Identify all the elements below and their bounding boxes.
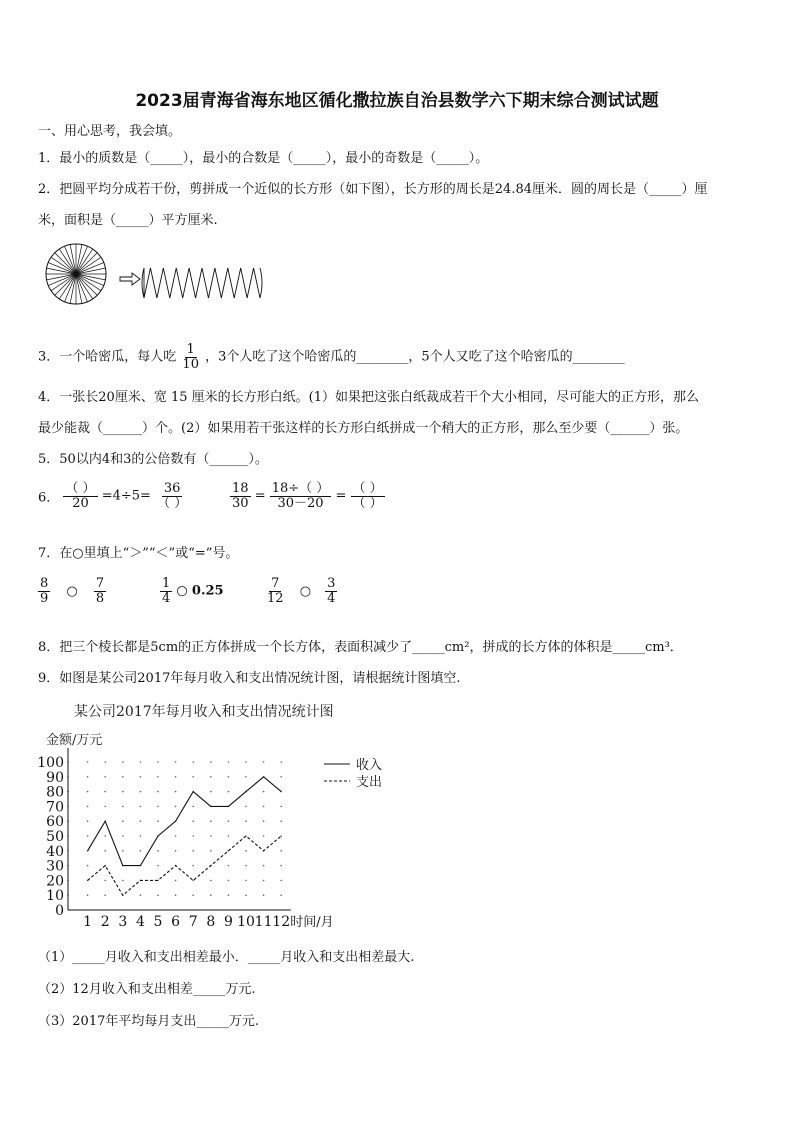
x-tick-label: 2: [100, 914, 110, 930]
y-tick-label: 90: [46, 769, 64, 786]
question-2-line2: 米，面积是（_____）平方厘米.: [38, 213, 218, 228]
fraction: [265, 577, 286, 605]
grid-dot: [104, 776, 106, 778]
grid-dot: [140, 806, 142, 808]
grid-dot: [175, 761, 177, 763]
grid-dot: [87, 820, 89, 822]
grid-dot: [263, 835, 265, 837]
question-8: 8．把三个棱长都是5cm的正方体拼成一个长方体，表面积减少了_____cm²，拼成的长方体的体积是_____cm³．: [38, 640, 683, 655]
grid-dot: [263, 820, 265, 822]
fraction-a: [63, 482, 97, 510]
grid-dot: [210, 880, 212, 882]
grid-dot: [280, 806, 282, 808]
division-expression: =4÷5=: [101, 488, 151, 504]
grid-dot: [280, 776, 282, 778]
y-tick-label: 70: [46, 799, 64, 816]
fraction-denominator: 30: [232, 495, 249, 511]
circle-to-rectangle-diagram: [40, 238, 270, 310]
fraction-numerator: 18: [232, 481, 249, 496]
compare-circle: ○: [66, 583, 78, 599]
grid-dot: [140, 894, 142, 896]
grid-dot: [228, 880, 230, 882]
legend-label: 收入: [356, 758, 383, 773]
grid-dot: [157, 820, 159, 822]
grid-dot: [263, 894, 265, 896]
grid-dot: [228, 835, 230, 837]
approx-rectangle: [142, 268, 262, 298]
grid-dot: [104, 894, 106, 896]
fraction-numerator: （ ）: [352, 481, 383, 496]
fraction-numerator: 3: [327, 576, 336, 591]
fraction-d: [270, 482, 332, 510]
circle-sector-line: [55, 274, 76, 295]
fraction-denominator: 30－20: [277, 495, 324, 511]
grid-dot: [87, 835, 89, 837]
grid-dot: [263, 791, 265, 793]
grid-dot: [157, 894, 159, 896]
fraction: [325, 577, 337, 605]
grid-dot: [87, 806, 89, 808]
fraction-c: [230, 482, 251, 510]
question-5: 5．50以内4和3的公倍数有（______）。: [38, 452, 268, 467]
grid-dot: [263, 806, 265, 808]
question-4-line2: 最少能裁（______）个。(2）如果用若干张这样的长方形白纸拼成一个稍大的正方形，那么至少要（______）张。: [38, 421, 689, 436]
grid-dot: [122, 880, 124, 882]
circle-sector-line: [76, 253, 97, 274]
fraction: [38, 577, 50, 605]
x-tick-label: 10: [237, 914, 255, 930]
grid-dot: [192, 820, 194, 822]
grid-dot: [140, 850, 142, 852]
grid-dot: [280, 880, 282, 882]
y-tick-label: 80: [46, 784, 64, 801]
grid-dot: [157, 791, 159, 793]
grid-dot: [157, 776, 159, 778]
grid-dot: [228, 776, 230, 778]
fraction-denominator: 9: [40, 590, 49, 606]
fraction-denominator: 12: [267, 590, 284, 606]
line-chart: [30, 698, 410, 930]
fraction-numerator: 1: [186, 342, 195, 357]
fraction: [160, 577, 172, 605]
fraction-numerator: 7: [271, 576, 280, 591]
grid-dot: [280, 894, 282, 896]
grid-dot: [210, 894, 212, 896]
series-line-支出: [88, 836, 282, 895]
grid-dot: [192, 761, 194, 763]
circle-sector-line: [55, 253, 76, 274]
section-heading: 一、用心思考，我会填。: [38, 124, 182, 139]
equals-sign: =: [254, 488, 266, 504]
grid-dot: [175, 835, 177, 837]
grid-dot: [263, 865, 265, 867]
grid-dot: [87, 776, 89, 778]
x-tick-label: 6: [171, 914, 181, 930]
chart-title: 某公司2017年每月收入和支出情况统计图: [74, 704, 334, 720]
grid-dot: [210, 776, 212, 778]
grid-dot: [175, 791, 177, 793]
grid-dot: [245, 880, 247, 882]
grid-dot: [104, 806, 106, 808]
compare-circle: ○: [299, 583, 312, 599]
grid-dot: [122, 761, 124, 763]
grid-dot: [157, 865, 159, 867]
fraction-e: [351, 482, 385, 510]
grid-dot: [140, 835, 142, 837]
grid-dot: [140, 776, 142, 778]
grid-dot: [192, 776, 194, 778]
grid-dot: [175, 850, 177, 852]
grid-dot: [210, 761, 212, 763]
y-tick-label: 60: [46, 814, 64, 831]
x-tick-label: 9: [223, 914, 233, 930]
compare-pair-1: [38, 577, 106, 605]
grid-dot: [280, 820, 282, 822]
grid-dot: [192, 894, 194, 896]
grid-dot: [245, 820, 247, 822]
question-4-line1: 4．一张长20厘米、宽 15 厘米的长方形白纸。(1）如果把这张白纸裁成若干个大小相同，尽可能大的正方形，那么: [38, 390, 699, 405]
grid-dot: [210, 820, 212, 822]
grid-dot: [210, 791, 212, 793]
grid-dot: [192, 835, 194, 837]
question-6: [38, 482, 189, 510]
y-tick-label: 0: [55, 903, 64, 919]
y-tick-label: 10: [46, 888, 64, 905]
grid-dot: [192, 850, 194, 852]
grid-dot: [228, 761, 230, 763]
grid-dot: [228, 791, 230, 793]
grid-dot: [245, 806, 247, 808]
grid-dot: [122, 820, 124, 822]
grid-dot: [245, 894, 247, 896]
grid-dot: [192, 806, 194, 808]
legend-label: 支出: [356, 775, 383, 790]
sliced-circle: [46, 244, 106, 304]
grid-dot: [228, 894, 230, 896]
sub-question-2: （2）12月收入和支出相差_____万元.: [38, 982, 256, 997]
x-tick-label: 11: [254, 914, 273, 930]
x-tick-label: 7: [188, 914, 198, 930]
grid-dot: [175, 806, 177, 808]
y-tick-label: 30: [46, 858, 64, 875]
fraction-denominator: 4: [327, 590, 336, 606]
grid-dot: [263, 761, 265, 763]
grid-dot: [192, 880, 194, 882]
grid-dot: [245, 850, 247, 852]
grid-dot: [210, 850, 212, 852]
x-axis-label: 时间/月: [290, 915, 334, 930]
y-tick-label: 40: [46, 843, 64, 860]
grid-dot: [122, 806, 124, 808]
grid-dot: [280, 835, 282, 837]
grid-dot: [140, 761, 142, 763]
grid-dot: [87, 865, 89, 867]
rectangle-zigzag-edge: [144, 268, 260, 298]
question-7: 7．在○里填上“＞”“＜”或“=”号。: [38, 546, 239, 561]
grid-dot: [175, 880, 177, 882]
question-2-line1: 2．把圆平均分成若干份，剪拼成一个近似的长方形（如下图），长方形的周长是24.84厘米．圆的周长是（_____）厘: [38, 182, 708, 197]
grid-dot: [157, 850, 159, 852]
grid-dot: [104, 835, 106, 837]
compare-pair-3: [265, 577, 337, 605]
grid-dot: [228, 820, 230, 822]
fraction-numerator: 1: [162, 576, 171, 591]
sub-question-3: （3）2017年平均每月支出_____万元.: [38, 1014, 259, 1029]
y-tick-label: 100: [37, 755, 64, 771]
fraction-numerator: 36: [163, 481, 181, 496]
grid-dot: [157, 761, 159, 763]
grid-dot: [87, 791, 89, 793]
question-9: 9．如图是某公司2017年每月收入和支出情况统计图，请根据统计图填空.: [38, 671, 461, 686]
question-3-suffix: ，3个人吃了这个哈密瓜的________，5个人又吃了这个哈密瓜的________: [205, 349, 625, 365]
page-title: 2023届青海省海东地区循化撒拉族自治县数学六下期末综合测试试题: [135, 91, 659, 111]
rectangle-right-arc: [260, 268, 262, 298]
grid-dot: [157, 806, 159, 808]
grid-dot: [245, 761, 247, 763]
fraction-denominator: 8: [95, 590, 105, 606]
grid-dot: [175, 894, 177, 896]
fraction-numerator: 18÷（ ）: [271, 481, 330, 496]
series-line-收入: [88, 777, 282, 866]
grid-dot: [122, 776, 124, 778]
grid-dot: [263, 880, 265, 882]
fraction-denominator: 10: [182, 356, 199, 372]
x-tick-label: 5: [153, 914, 163, 930]
y-axis-label: 金额/万元: [46, 733, 103, 748]
grid-dot: [192, 865, 194, 867]
question-1: 1．最小的质数是（_____），最小的合数是（_____），最小的奇数是（_____）。: [38, 151, 489, 166]
fraction-denominator: （ ）: [157, 495, 188, 511]
grid-dot: [104, 850, 106, 852]
grid-dot: [104, 880, 106, 882]
fraction-b: [155, 482, 189, 510]
fraction-numerator: （ ）: [65, 481, 96, 496]
y-tick-label: 20: [46, 873, 64, 890]
fraction-denominator: （ ）: [352, 495, 383, 511]
x-tick-label: 12: [272, 914, 291, 930]
grid-dot: [122, 835, 124, 837]
fraction-numerator: 7: [95, 576, 105, 591]
circle-sector-line: [76, 274, 97, 295]
grid-dot: [280, 761, 282, 763]
grid-dot: [140, 791, 142, 793]
compare-circle: ○: [176, 583, 188, 599]
grid-dot: [122, 850, 124, 852]
decimal-value: 0.25: [191, 583, 224, 599]
grid-dot: [228, 865, 230, 867]
grid-dot: [140, 820, 142, 822]
sub-question-1: （1）_____月收入和支出相差最小．_____月收入和支出相差最大.: [38, 950, 415, 965]
grid-dot: [280, 865, 282, 867]
x-tick-label: 1: [83, 914, 93, 930]
grid-dot: [210, 835, 212, 837]
x-tick-label: 3: [118, 914, 128, 930]
question-6-part2: [230, 482, 385, 510]
grid-dot: [104, 791, 106, 793]
fraction-one-tenth: [180, 343, 201, 371]
grid-dot: [245, 776, 247, 778]
question-3-prefix: 3．一个哈密瓜，每人吃: [38, 349, 177, 365]
grid-dot: [122, 791, 124, 793]
fraction: [94, 577, 106, 605]
fraction-denominator: 20: [72, 495, 89, 511]
grid-dot: [175, 776, 177, 778]
compare-pair-2: [160, 577, 224, 605]
grid-dot: [87, 761, 89, 763]
grid-dot: [87, 894, 89, 896]
x-tick-label: 4: [135, 914, 145, 930]
grid-dot: [280, 850, 282, 852]
y-tick-label: 50: [46, 829, 64, 845]
question-6-label: 6．: [38, 490, 60, 506]
x-tick-label: 8: [206, 914, 216, 930]
grid-dot: [245, 865, 247, 867]
grid-dot: [104, 761, 106, 763]
equals-sign: =: [335, 488, 347, 504]
arrow-icon: [120, 273, 140, 285]
question-3: [38, 343, 625, 371]
fraction-numerator: 8: [40, 576, 49, 591]
fraction-denominator: 4: [162, 590, 171, 606]
